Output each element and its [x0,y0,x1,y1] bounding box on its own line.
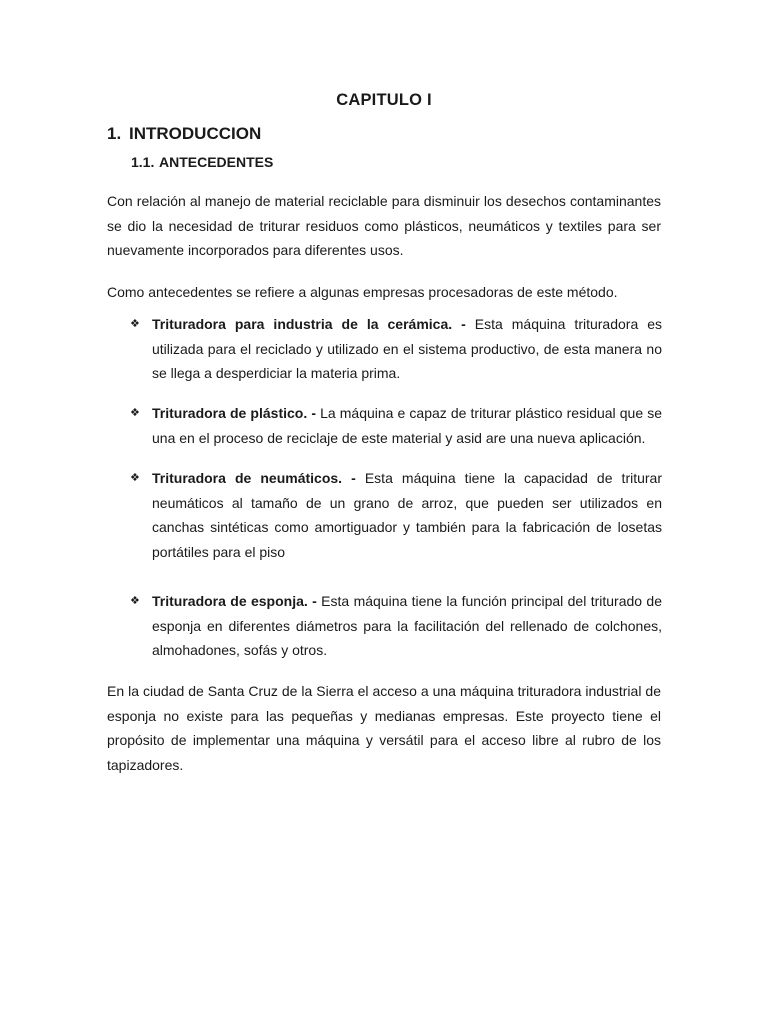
subsection-title: ANTECEDENTES [159,154,274,170]
section-title: INTRODUCCION [129,124,262,143]
bullet-term: Trituradora para industria de la cerámica. - [152,316,466,332]
diamond-bullet-icon: ❖ [130,471,140,484]
section-heading [107,124,261,144]
diamond-bullet-icon: ❖ [130,406,140,419]
body-paragraph: Como antecedentes se refiere a algunas empresas procesadoras de este método. [107,284,618,300]
list-item [130,401,662,450]
bullet-description: Esta máquina tiene la función principal del triturado de esponja en diferentes diámetros para la facilitación del rellenado de colchones, almohadones, sofás y otros. [152,593,662,658]
bullet-term: Trituradora de neumáticos. - [152,470,356,486]
list-item [130,466,663,564]
bullet-term: Trituradora de esponja. - [152,593,317,609]
bullet-term: Trituradora de plástico. - [152,405,316,421]
body-paragraph: Con relación al manejo de material reciclable para disminuir los desechos contaminantes se dio la necesidad de triturar residuos como plásticos, neumáticos y textiles para ser nuevamente incorporados para diferentes usos. [107,193,661,258]
diamond-bullet-icon: ❖ [130,317,140,330]
bullet-description: La máquina e capaz de triturar plástico residual que se una en el proceso de reciclaje de este material y asid are una nueva aplicación. [152,405,662,446]
subsection-number: 1.1. [131,154,155,170]
list-item [130,589,662,663]
diamond-bullet-icon: ❖ [130,594,140,607]
chapter-title: CAPITULO I [336,91,432,109]
section-number: 1. [107,124,122,143]
bullet-description: Esta máquina tiene la capacidad de triturar neumáticos al tamaño de un grano de arroz, que pueden ser utilizados en canchas sintéticas como amortiguador y también para la fabricación de losetas portátiles para el piso [152,470,663,560]
subsection-heading [131,154,273,170]
list-item [130,312,662,386]
bullet-description: Esta máquina trituradora es utilizada para el reciclado y utilizado en el sistema productivo, de esta manera no se llega a desperdiciar la materia prima. [152,316,662,381]
closing-paragraph: En la ciudad de Santa Cruz de la Sierra el acceso a una máquina trituradora industrial de esponja no existe para las pequeñas y medianas empresas. Este proyecto tiene el propósito de implementar una máquina y versátil para el acceso libre al rubro de los tapizadores. [107,683,661,773]
